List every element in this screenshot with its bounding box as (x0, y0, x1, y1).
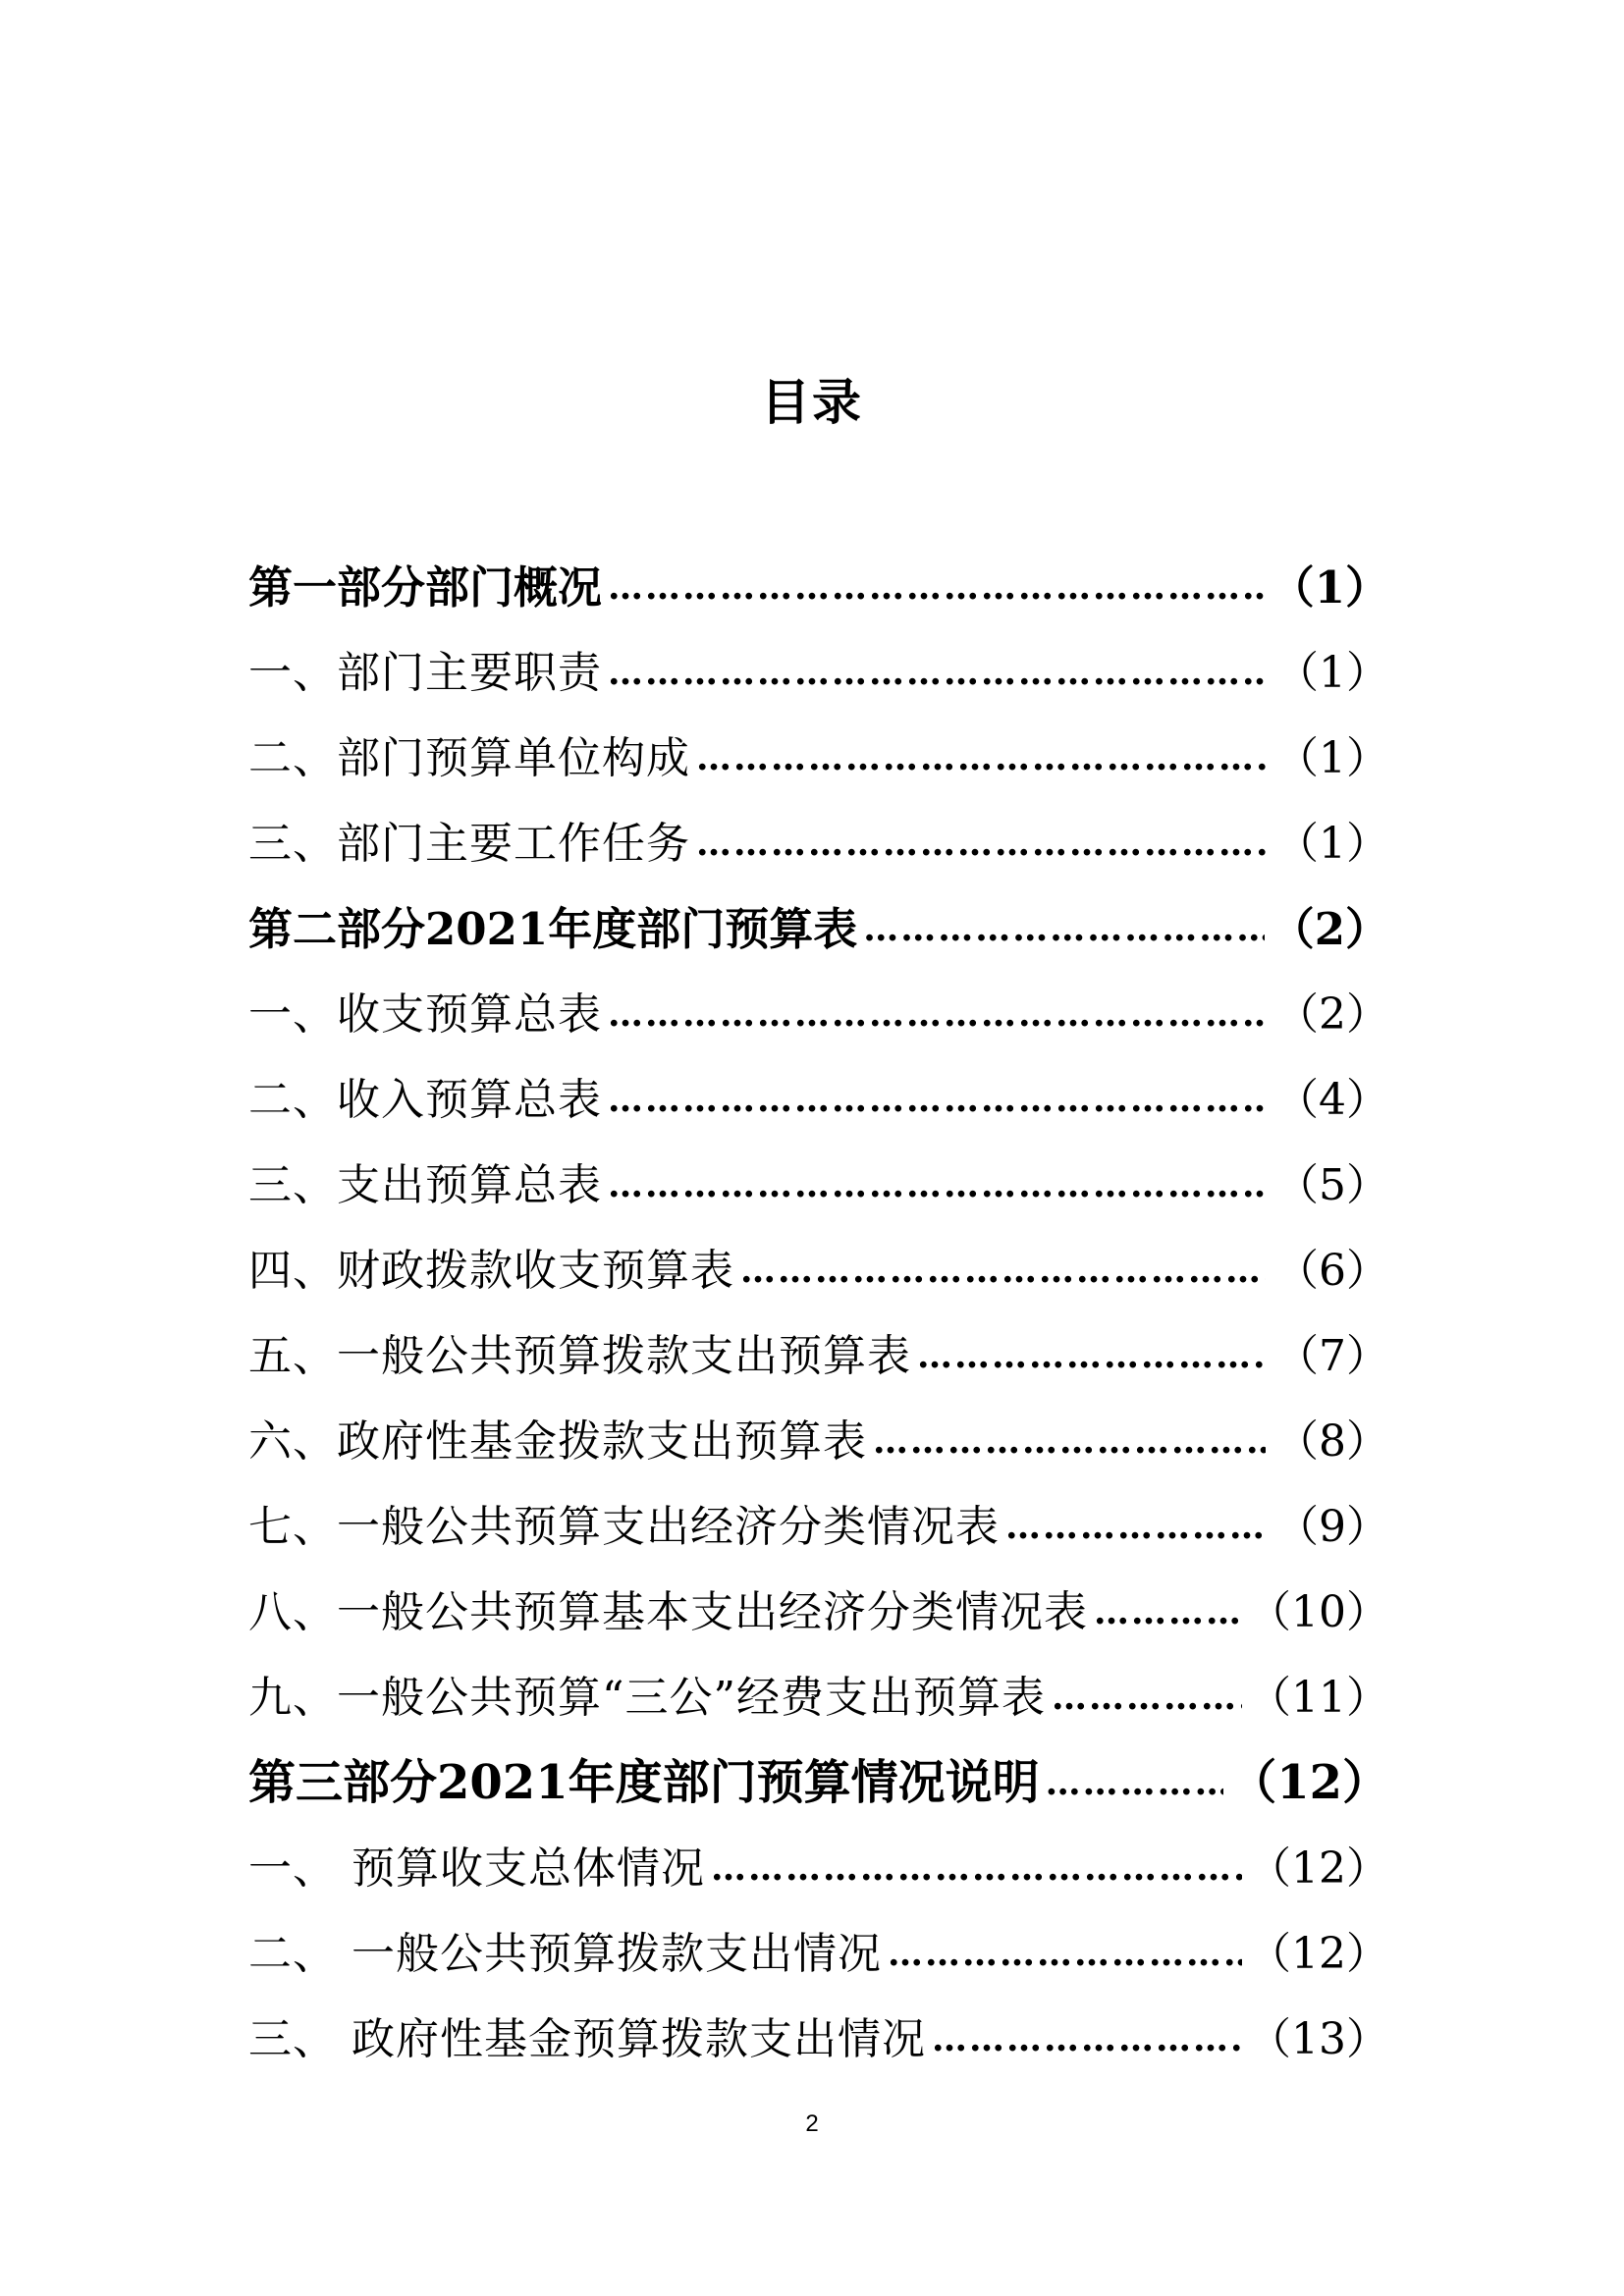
page-title: 目录 (761, 373, 863, 431)
toc-entry-label: 九、一般公共预算“三公”经费支出预算表 (248, 1673, 1046, 1723)
toc-entry-part-3[interactable] (248, 1740, 1389, 1826)
toc-entry-label: 三、 政府性基金预算拨款支出情况 (248, 2014, 926, 2064)
toc-entry-page: （12） (1248, 1843, 1389, 1894)
table-of-contents (248, 545, 1389, 2082)
toc-entry[interactable] (248, 1399, 1389, 1484)
toc-entry[interactable] (248, 1570, 1389, 1655)
toc-leader-dots (932, 1997, 1242, 2082)
toc-entry-part-2[interactable] (248, 886, 1389, 972)
toc-entry[interactable] (248, 1484, 1389, 1570)
toc-entry-page: （1） (1270, 561, 1389, 614)
toc-leader-dots (711, 1826, 1242, 1911)
toc-entry-page: （9） (1275, 1502, 1389, 1552)
toc-entry-page: （12） (1248, 1929, 1389, 1979)
toc-entry-label: 二、收入预算总表 (248, 1075, 602, 1125)
toc-entry[interactable] (248, 1228, 1389, 1313)
toc-entry-part-1[interactable] (248, 545, 1389, 630)
toc-entry-page: （13） (1248, 2014, 1389, 2064)
toc-leader-dots (873, 1399, 1266, 1484)
toc-entry-label: 五、一般公共预算拨款支出预算表 (248, 1331, 911, 1381)
toc-entry-label: 一、收支预算总表 (248, 989, 602, 1040)
toc-leader-dots (608, 1057, 1266, 1143)
toc-leader-dots (696, 716, 1266, 801)
toc-leader-dots (917, 1313, 1266, 1399)
toc-entry-label: 三、支出预算总表 (248, 1160, 602, 1210)
toc-entry-label: 一、部门主要职责 (248, 648, 602, 698)
toc-entry-page: （11） (1248, 1673, 1389, 1723)
toc-leader-dots (696, 801, 1266, 886)
toc-leader-dots (608, 545, 1265, 630)
toc-entry-page: （12） (1229, 1755, 1389, 1810)
toc-entry[interactable] (248, 630, 1389, 716)
toc-entry-page: （10） (1248, 1587, 1389, 1637)
toc-entry-page: （8） (1275, 1416, 1389, 1467)
toc-leader-dots (863, 886, 1264, 972)
toc-entry[interactable] (248, 1057, 1389, 1143)
toc-entry-label: 第三部分2021年度部门预算情况说明 (248, 1755, 1040, 1810)
toc-entry-label: 二、 一般公共预算拨款支出情况 (248, 1929, 882, 1979)
toc-entry-label: 八、一般公共预算基本支出经济分类情况表 (248, 1587, 1088, 1637)
toc-entry[interactable] (248, 1911, 1389, 1997)
toc-entry[interactable] (248, 972, 1389, 1057)
toc-entry-page: （7） (1275, 1331, 1389, 1381)
toc-entry-label: 一、 预算收支总体情况 (248, 1843, 705, 1894)
toc-entry-page: （1） (1275, 733, 1389, 783)
toc-entry-label: 二、部门预算单位构成 (248, 733, 690, 783)
toc-entry-label: 七、一般公共预算支出经济分类情况表 (248, 1502, 1000, 1552)
toc-leader-dots (740, 1228, 1266, 1313)
toc-leader-dots (608, 972, 1266, 1057)
toc-leader-dots (1046, 1740, 1224, 1826)
toc-entry-page: （1） (1275, 648, 1389, 698)
toc-leader-dots (608, 630, 1266, 716)
toc-entry-page: （2） (1270, 903, 1389, 955)
toc-leader-dots (888, 1911, 1242, 1997)
toc-entry[interactable] (248, 1655, 1389, 1740)
toc-entry-page: （4） (1275, 1075, 1389, 1125)
toc-entry-page: （5） (1275, 1160, 1389, 1210)
toc-entry-label: 六、政府性基金拨款支出预算表 (248, 1416, 867, 1467)
toc-entry-page: （2） (1275, 989, 1389, 1040)
toc-leader-dots (608, 1143, 1266, 1228)
toc-entry[interactable] (248, 716, 1389, 801)
toc-entry-label: 第一部分部门概况 (248, 561, 603, 614)
toc-entry[interactable] (248, 801, 1389, 886)
page-number: 2 (805, 2110, 819, 2137)
toc-entry-label: 第二部分2021年度部门预算表 (248, 903, 858, 955)
toc-leader-dots (1052, 1655, 1242, 1740)
toc-leader-dots (1005, 1484, 1266, 1570)
toc-entry-page: （6） (1275, 1246, 1389, 1296)
toc-entry-page: （1） (1275, 819, 1389, 869)
toc-entry[interactable] (248, 1143, 1389, 1228)
toc-entry[interactable] (248, 1826, 1389, 1911)
toc-entry[interactable] (248, 1313, 1389, 1399)
toc-entry-label: 四、财政拨款收支预算表 (248, 1246, 734, 1296)
toc-entry[interactable] (248, 1997, 1389, 2082)
toc-entry-label: 三、部门主要工作任务 (248, 819, 690, 869)
toc-leader-dots (1094, 1570, 1242, 1655)
